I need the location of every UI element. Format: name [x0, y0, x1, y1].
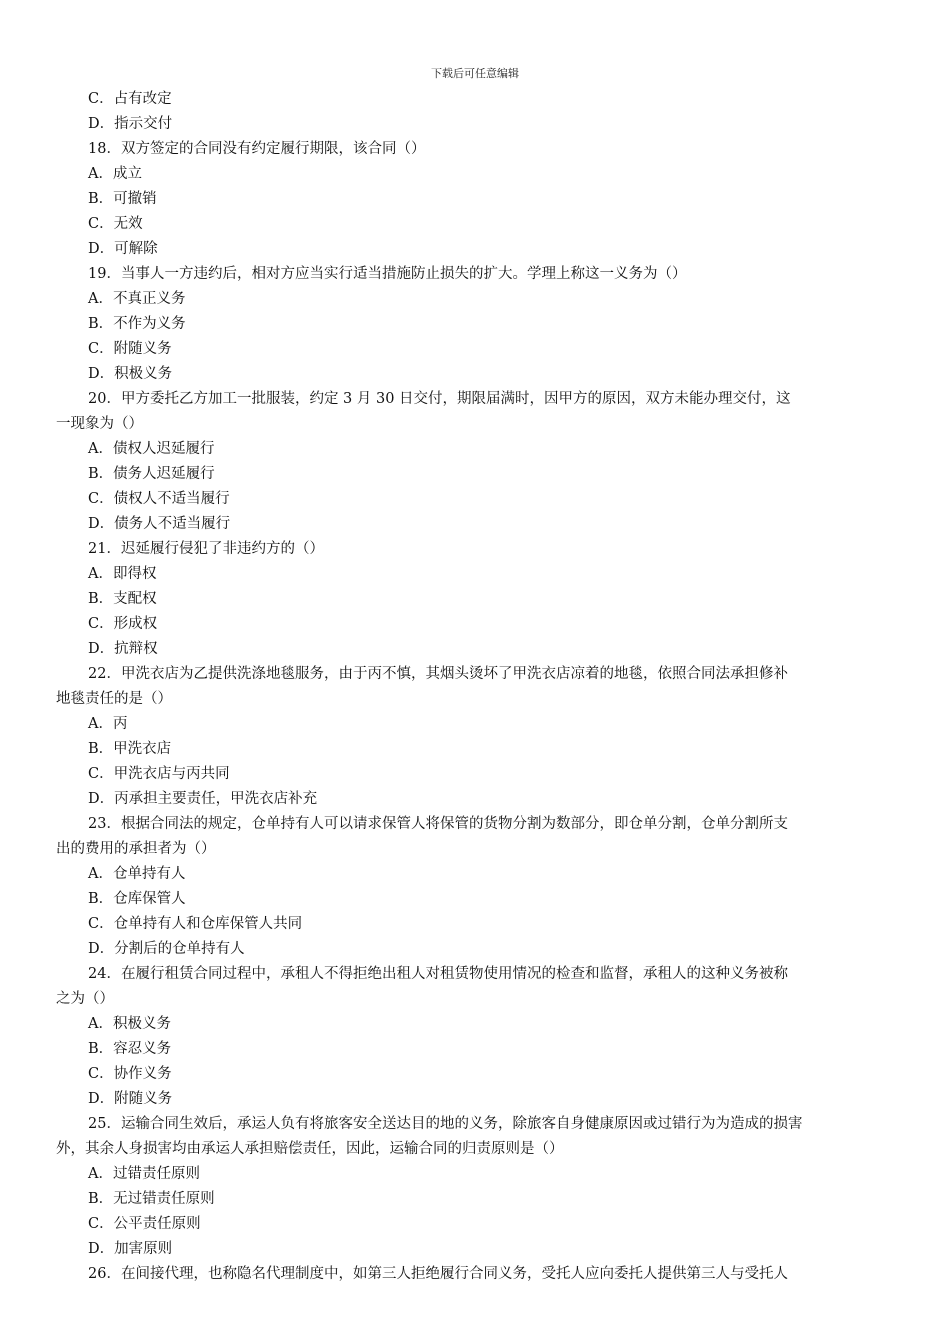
- page-header: 下载后可任意编辑: [431, 67, 519, 80]
- answer-option: D．积极义务: [88, 366, 173, 382]
- answer-option: C．无效: [88, 216, 143, 232]
- question-text-continued: 之为（）: [56, 991, 114, 1007]
- answer-option: C．公平责任原则: [88, 1216, 201, 1232]
- question-text: 26．在间接代理，也称隐名代理制度中，如第三人拒绝履行合同义务，受托人应向委托人提供第三人与受托人: [88, 1266, 788, 1282]
- answer-option: A．丙: [88, 716, 128, 732]
- answer-option: A．仓单持有人: [88, 866, 186, 882]
- answer-option: C．协作义务: [88, 1066, 172, 1082]
- answer-option: D．丙承担主要责任，甲洗衣店补充: [88, 791, 318, 807]
- answer-option: A．不真正义务: [88, 291, 186, 307]
- answer-option: B．债务人迟延履行: [88, 466, 215, 482]
- answer-option: B．可撤销: [88, 191, 157, 207]
- answer-option: C．债权人不适当履行: [88, 491, 230, 507]
- answer-option: A．即得权: [88, 566, 157, 582]
- answer-option: C．仓单持有人和仓库保管人共同: [88, 916, 303, 932]
- answer-option: D．附随义务: [88, 1091, 173, 1107]
- answer-option: C．甲洗衣店与丙共同: [88, 766, 230, 782]
- answer-option: D．分割后的仓单持有人: [88, 941, 245, 957]
- question-text: 18．双方签定的合同没有约定履行期限，该合同（）: [88, 141, 426, 157]
- question-text-continued: 一现象为（）: [56, 416, 143, 432]
- answer-option: D．加害原则: [88, 1241, 173, 1257]
- answer-option: D．抗辩权: [88, 641, 158, 657]
- document-body: [56, 87, 896, 1287]
- answer-option: B．容忍义务: [88, 1041, 172, 1057]
- answer-option: D．债务人不适当履行: [88, 516, 231, 532]
- answer-option: D．指示交付: [88, 116, 173, 132]
- question-text: 20．甲方委托乙方加工一批服装，约定 3 月 30 日交付，期限届满时，因甲方的原因，双方未能办理交付，这: [88, 391, 791, 407]
- answer-option: A．债权人迟延履行: [88, 441, 215, 457]
- answer-option: B．仓库保管人: [88, 891, 186, 907]
- question-text-continued: 出的费用的承担者为（）: [56, 841, 216, 857]
- question-text: 19．当事人一方违约后，相对方应当实行适当措施防止损失的扩大。学理上称这一义务为（）: [88, 266, 687, 282]
- answer-option: C．形成权: [88, 616, 158, 632]
- answer-option: C．占有改定: [88, 91, 172, 107]
- answer-option: A．过错责任原则: [88, 1166, 200, 1182]
- question-text: 25．运输合同生效后，承运人负有将旅客安全送达目的地的义务，除旅客自身健康原因或过错行为为造成的损害: [88, 1116, 803, 1132]
- question-text: 22．甲洗衣店为乙提供洗涤地毯服务，由于丙不慎，其烟头烫坏了甲洗衣店凉着的地毯，依照合同法承担修补: [88, 666, 788, 682]
- question-text-continued: 外，其余人身损害均由承运人承担赔偿责任，因此，运输合同的归责原则是（）: [56, 1141, 564, 1157]
- answer-option: B．不作为义务: [88, 316, 186, 332]
- question-text: 24．在履行租赁合同过程中，承租人不得拒绝出租人对租赁物使用情况的检查和监督，承租人的这种义务被称: [88, 966, 788, 982]
- answer-option: B．甲洗衣店: [88, 741, 172, 757]
- question-text: 23．根据合同法的规定，仓单持有人可以请求保管人将保管的货物分割为数部分，即仓单分割，仓单分割所支: [88, 816, 788, 832]
- answer-option: B．无过错责任原则: [88, 1191, 215, 1207]
- answer-option: C．附随义务: [88, 341, 172, 357]
- question-text: 21．迟延履行侵犯了非违约方的（）: [88, 541, 324, 557]
- answer-option: B．支配权: [88, 591, 157, 607]
- answer-option: D．可解除: [88, 241, 158, 257]
- answer-option: A．积极义务: [88, 1016, 171, 1032]
- question-text-continued: 地毯责任的是（）: [56, 691, 172, 707]
- answer-option: A．成立: [88, 166, 142, 182]
